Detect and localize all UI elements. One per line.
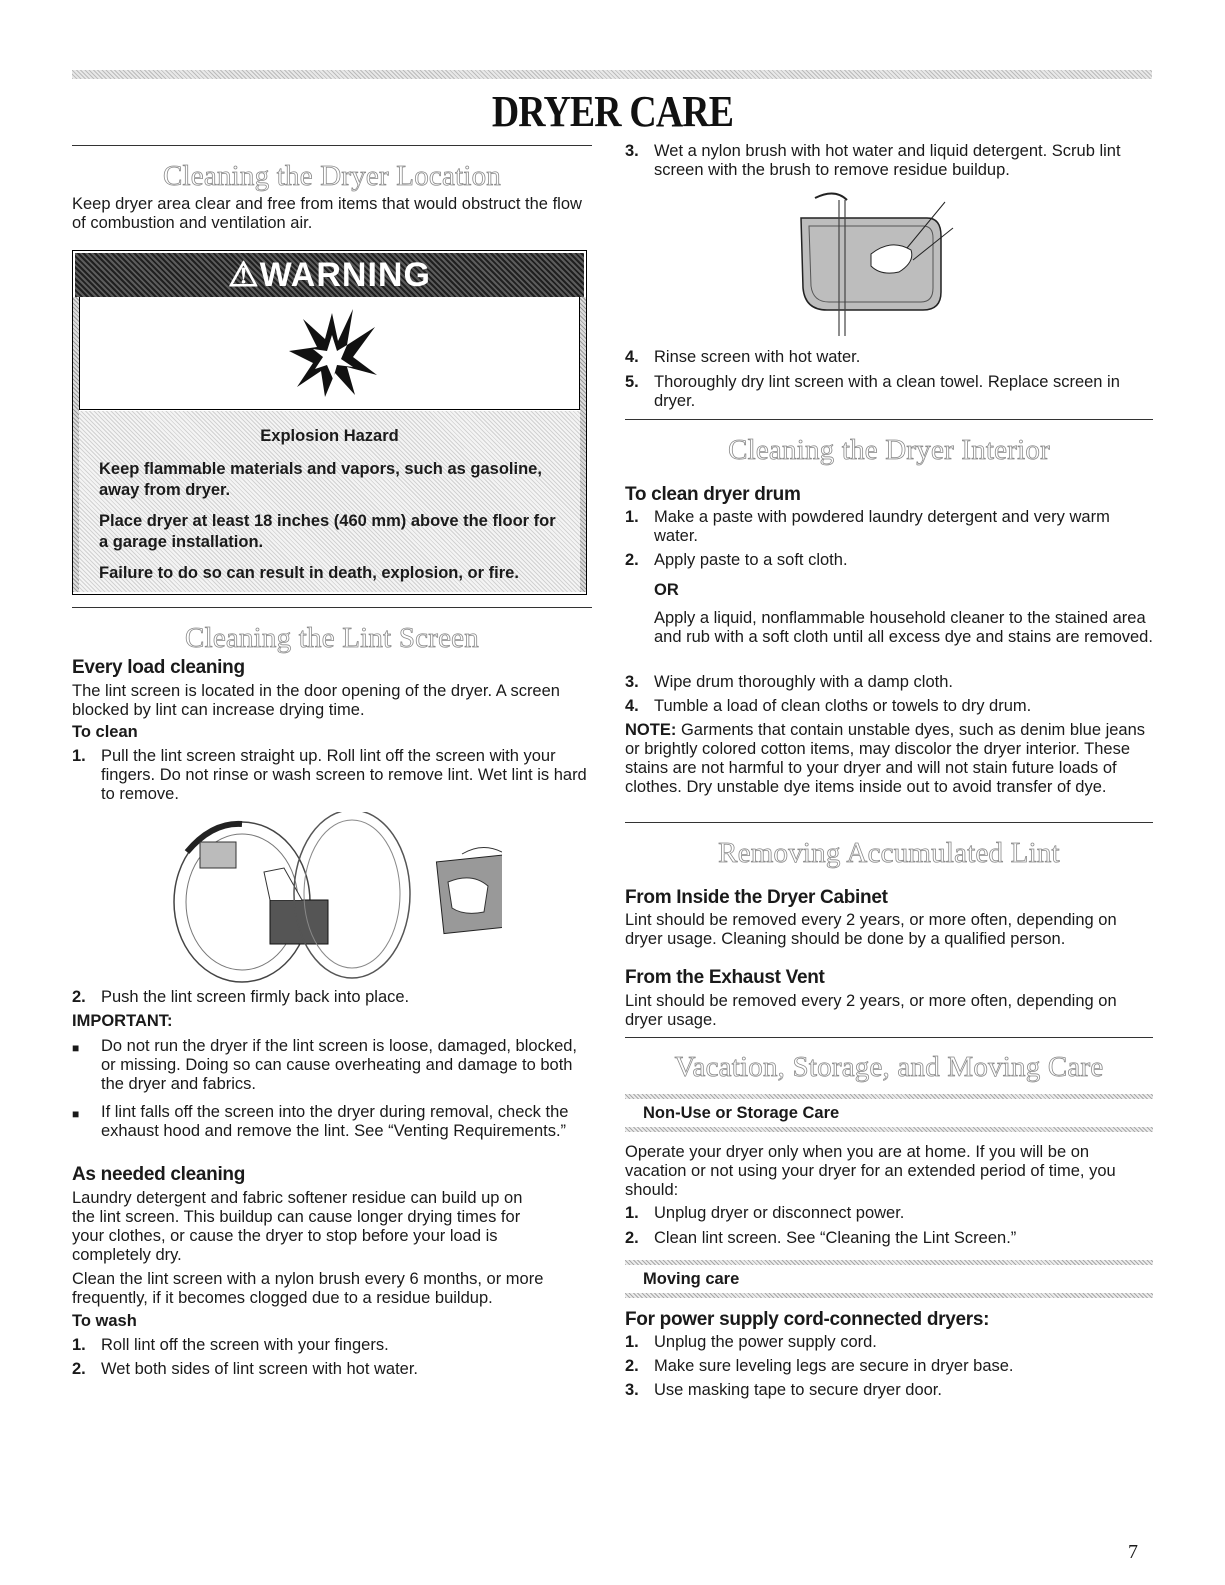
drum-step-4: 4. Tumble a load of clean cloths or towels to dry drum. [625, 697, 1032, 715]
or-label: OR [654, 581, 679, 599]
heading-dryer-interior: Cleaning the Dryer Interior [728, 434, 1050, 466]
as-needed-body-2: Clean the lint screen with a nylon brush every 6 months, or more frequently, if it becomes clogged due to a residue buildup. [72, 1270, 544, 1307]
hatch-bar [625, 1293, 1153, 1298]
important-bullet-1: ■ Do not run the dryer if the lint screen is loose, damaged, blocked, or missing. Doing so can cause overheating and damage to both the dryer and fabrics. [72, 1037, 578, 1093]
top-hatch-rule [72, 70, 1152, 79]
wash-step-5: 5. Thoroughly dry lint screen with a clean towel. Replace screen in dryer. [625, 373, 1120, 410]
every-load-body: The lint screen is located in the door opening of the dryer. A screen blocked by lint can increase drying time. [72, 682, 560, 719]
warning-line-1: Keep flammable materials and vapors, such as gasoline, away from dryer. [99, 460, 542, 499]
drum-step-2: 2. Apply paste to a soft cloth. [625, 551, 848, 569]
warning-triangle-icon: ⚠ [228, 256, 260, 294]
warning-line-2: Place dryer at least 18 inches (460 mm) above the floor for a garage installation. [99, 512, 556, 551]
storage-heading: Non-Use or Storage Care [643, 1104, 840, 1122]
drum-step-1: 1. Make a paste with powdered laundry detergent and very warm water. [625, 508, 1110, 545]
hatch-bar [625, 1260, 1153, 1265]
warning-box [72, 250, 587, 595]
moving-heading: Moving care [643, 1270, 740, 1288]
as-needed-body-1: Laundry detergent and fabric softener residue can build up on the lint screen. This buildup can cause longer drying times for your clothes, or cause the dryer to stop before your load is completely dry. [72, 1189, 523, 1264]
heading-accumulated-lint: Removing Accumulated Lint [718, 837, 1060, 869]
storage-body: Operate your dryer only when you are at home. If you will be on vacation or not using your dryer for an extended period of time, you should: [625, 1143, 1116, 1199]
lint-screen-removal-illustration [172, 812, 502, 984]
heading-dryer-location: Cleaning the Dryer Location [163, 160, 501, 192]
clean-step-2: 2. Push the lint screen firmly back into place. [72, 988, 410, 1006]
section-divider [625, 419, 1153, 420]
warning-body [79, 411, 580, 592]
warning-symbol-panel [79, 297, 580, 410]
moving-step-2: 2. Make sure leveling legs are secure in dryer base. [625, 1357, 1014, 1375]
important-bullet-2: ■ If lint falls off the screen into the dryer during removal, check the exhaust hood and remove the lint. See “Venting Requirements.” [72, 1103, 569, 1140]
wash-step-2: 2. Wet both sides of lint screen with hot water. [72, 1360, 419, 1378]
wash-step-4: 4. Rinse screen with hot water. [625, 348, 861, 366]
storage-step-1: 1. Unplug dryer or disconnect power. [625, 1204, 905, 1222]
wash-step-3: 3. Wet a nylon brush with hot water and liquid detergent. Scrub lint screen with the brush to remove residue buildup. [625, 142, 1121, 179]
drum-note [625, 721, 1153, 797]
explosion-icon [285, 305, 380, 400]
as-needed-heading: As needed cleaning [72, 1164, 246, 1185]
warning-hazard: Explosion Hazard [260, 427, 399, 445]
to-wash-heading: To wash [72, 1312, 137, 1330]
moving-step-3: 3. Use masking tape to secure dryer door. [625, 1381, 942, 1399]
exhaust-vent-body: Lint should be removed every 2 years, or more often, depending on dryer usage. [625, 992, 1117, 1029]
cabinet-heading: From Inside the Dryer Cabinet [625, 887, 888, 908]
page-title: DRYER CARE [491, 87, 734, 136]
storage-step-2: 2. Clean lint screen. See “Cleaning the Lint Screen.” [625, 1229, 1017, 1247]
clean-step-1: 1. Pull the lint screen straight up. Roll lint off the screen with your fingers. Do not rinse or wash screen to remove lint. Wet lint is hard to remove. [72, 747, 587, 803]
important-label: IMPORTANT: [72, 1012, 173, 1030]
cabinet-body: Lint should be removed every 2 years, or more often, depending on dryer usage. Cleaning should be done by a qualified person. [625, 911, 1117, 948]
power-cord-heading: For power supply cord-connected dryers: [625, 1309, 990, 1330]
hatch-bar [625, 1094, 1153, 1099]
section-divider [625, 822, 1153, 823]
note-label: NOTE: [625, 721, 677, 739]
every-load-heading: Every load cleaning [72, 657, 245, 678]
warning-title: ⚠WARNING [228, 256, 431, 294]
moving-step-1: 1. Unplug the power supply cord. [625, 1333, 877, 1351]
exhaust-vent-heading: From the Exhaust Vent [625, 967, 825, 988]
heading-vacation-storage: Vacation, Storage, and Moving Care [674, 1051, 1104, 1083]
hatch-bar [625, 1127, 1153, 1132]
note-text: Garments that contain unstable dyes, such as denim blue jeans or brightly colored cotton items, may discolor the dryer interior. These stains are not harmful to your dryer and will not stain future loads of clothes. Dry unstable dye items inside out to avoid transfer of dye. [625, 721, 1146, 796]
lint-screen-brush-illustration [795, 188, 955, 336]
section-divider [72, 145, 592, 146]
section-divider [72, 607, 592, 608]
warning-header [75, 253, 584, 297]
drum-alternative: Apply a liquid, nonflammable household cleaner to the stained area and rub with a soft cloth until all excess dye and stains are removed. [654, 609, 1153, 646]
drum-step-3: 3. Wipe drum thoroughly with a damp cloth. [625, 673, 953, 691]
wash-step-1: 1. Roll lint off the screen with your fingers. [72, 1336, 389, 1354]
heading-lint-screen: Cleaning the Lint Screen [185, 622, 479, 654]
location-body: Keep dryer area clear and free from items that would obstruct the flow of combustion and ventilation air. [72, 195, 582, 232]
page-number: 7 [1128, 1541, 1138, 1563]
warning-line-3: Failure to do so can result in death, explosion, or fire. [99, 564, 519, 582]
warning-side-right [580, 297, 586, 592]
section-divider [625, 1037, 1153, 1038]
drum-heading: To clean dryer drum [625, 484, 801, 505]
to-clean-heading: To clean [72, 723, 138, 741]
